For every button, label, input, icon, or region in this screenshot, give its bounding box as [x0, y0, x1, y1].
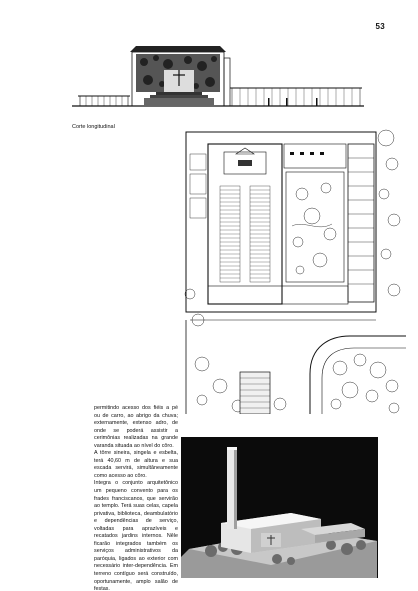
section-caption: Corte longitudinal: [72, 124, 115, 130]
site-floor-plan: [180, 124, 408, 414]
body-paragraph-1: permitindo acesso dos fiéis a pé ou de carro, ao abrigo da chuva; externamente, extenso adro, de onde se poderá assistir a cerimônias realizadas na grande varanda situada ao nível do côro.: [94, 405, 178, 449]
body-text: [94, 405, 178, 591]
body-paragraph-2: A tôrre sineira, singela e esbelta, terá 40,60 m de altura e sua escada servirá, simultâneamente como acesso ao côro.: [94, 450, 178, 479]
architectural-model-photo: [181, 437, 378, 578]
longitudinal-section-drawing: [72, 40, 364, 120]
body-paragraph-3: Integra o conjunto arquitetônico um pequeno convento para os frades franciscanos, que servirão ao templo. Terá suas celas, capela privativa, biblioteca, deambulatório e dependências de serviço, voltadas para aprazíveis e recatados jardins internos. Nêle ficarão integrados também os serviços administrativos da paróquia, ligados ao exterior com necessário inter-dependência. Em terreno contíguo será construído, oportunamente, amplo salão de festas.: [94, 480, 178, 591]
page-number: 53: [375, 22, 385, 31]
model-illustration: [181, 437, 378, 578]
